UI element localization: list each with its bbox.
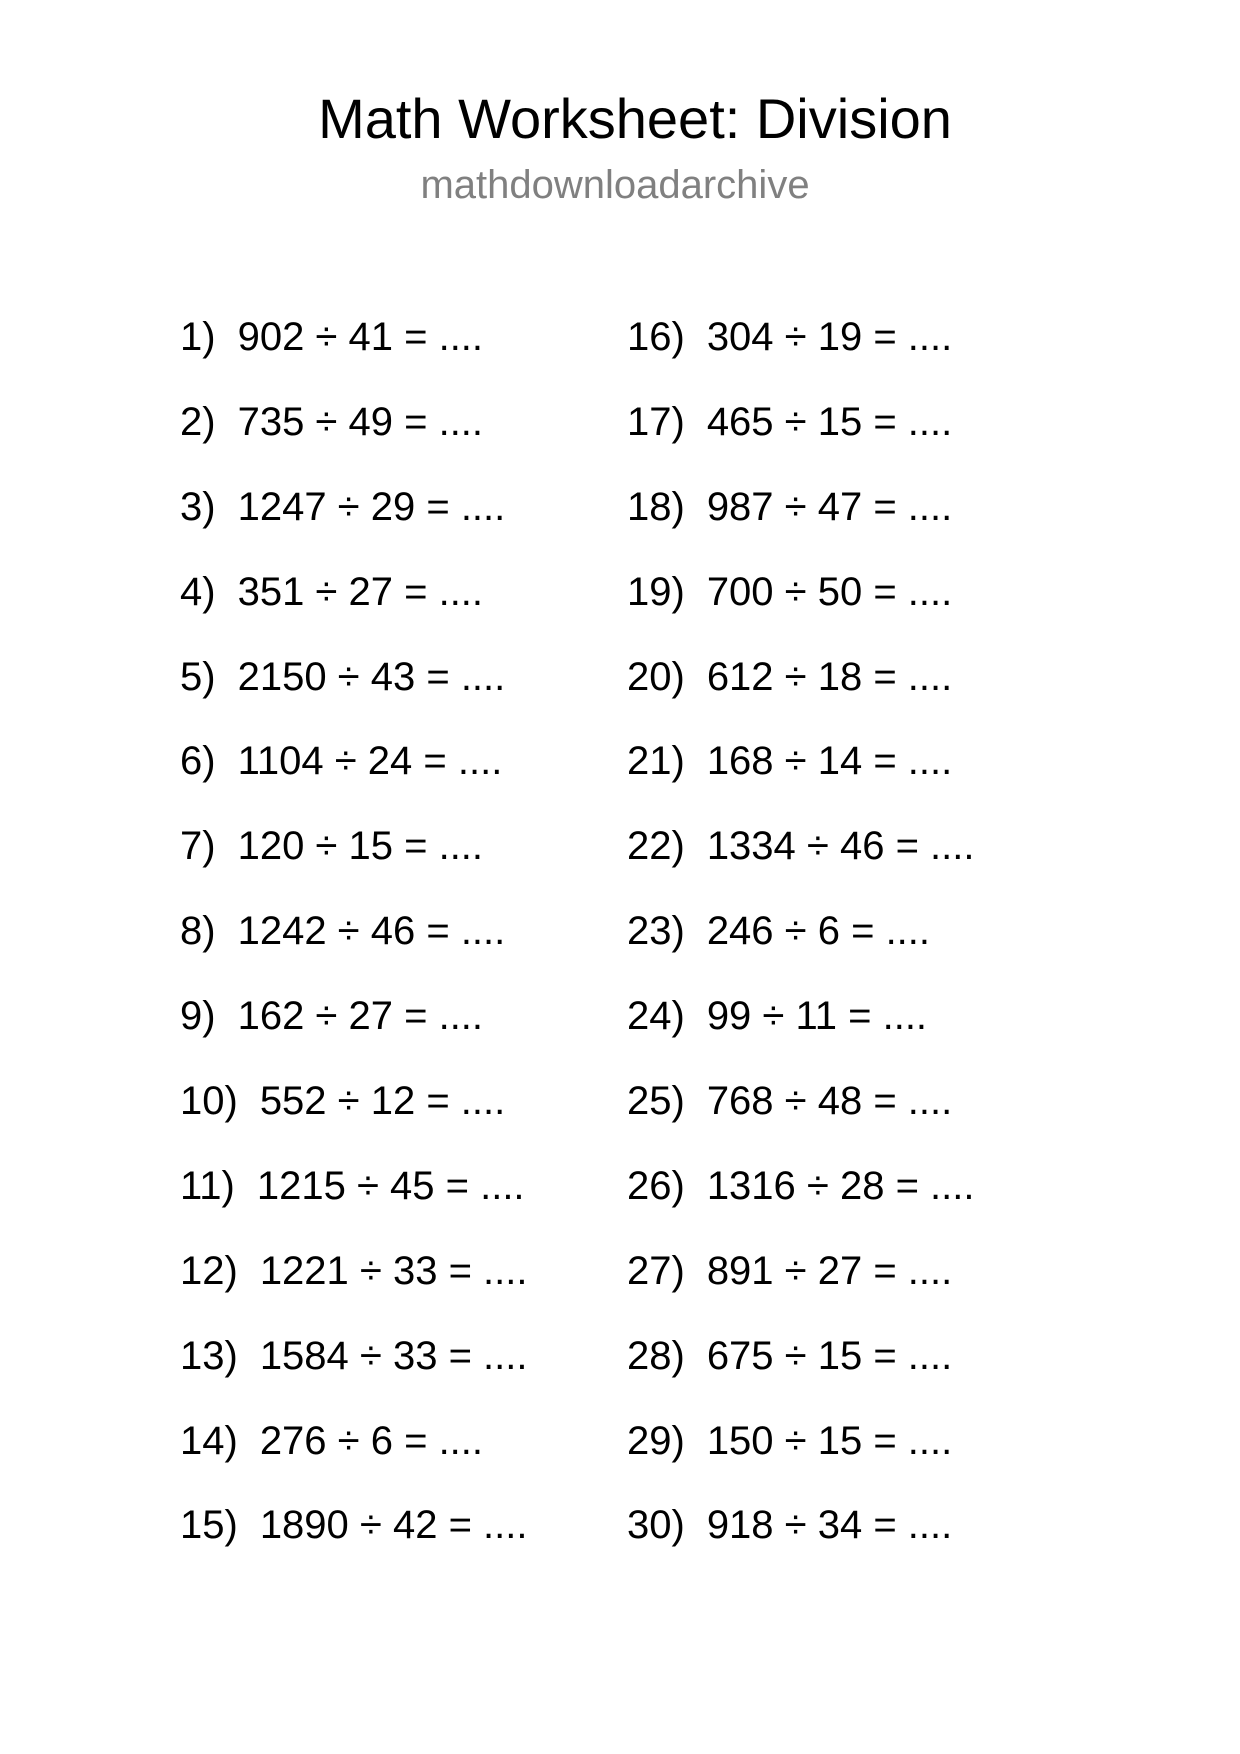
problem-item	[627, 1500, 975, 1585]
problem-item	[627, 1161, 975, 1246]
problem-item	[627, 991, 975, 1076]
problem-number: 19)	[627, 569, 685, 614]
page-title: Math Worksheet: Division	[318, 87, 952, 150]
problem-number: 20)	[627, 654, 685, 699]
problem-expression: 1242 ÷ 46 = ....	[237, 909, 506, 954]
problem-expression: 246 ÷ 6 = ....	[706, 909, 931, 954]
problem-number: 23)	[627, 909, 685, 954]
problem-expression: 162 ÷ 27 = ....	[237, 994, 484, 1039]
problem-item	[180, 1246, 528, 1331]
problem-expression: 552 ÷ 12 = ....	[259, 1079, 506, 1124]
problem-expression: 99 ÷ 11 = ....	[706, 994, 928, 1039]
problems-column-right	[627, 312, 975, 1585]
problem-item	[180, 736, 528, 821]
problem-number: 24)	[627, 994, 685, 1039]
problem-number: 2)	[180, 399, 216, 444]
problem-expression: 1890 ÷ 42 = ....	[259, 1503, 528, 1548]
problem-item	[627, 1076, 975, 1161]
problem-expression: 1221 ÷ 33 = ....	[259, 1248, 528, 1293]
problem-item	[180, 1161, 528, 1246]
problem-item	[180, 397, 528, 482]
problems-column-left	[180, 312, 528, 1585]
problem-number: 5)	[180, 654, 216, 699]
problem-expression: 918 ÷ 34 = ....	[706, 1503, 953, 1548]
problem-expression: 1247 ÷ 29 = ....	[237, 484, 506, 529]
problem-item	[180, 312, 528, 397]
problem-number: 29)	[627, 1418, 685, 1463]
problem-expression: 735 ÷ 49 = ....	[237, 399, 484, 444]
problem-item	[180, 991, 528, 1076]
problem-number: 28)	[627, 1333, 685, 1378]
problem-expression: 2150 ÷ 43 = ....	[237, 654, 506, 699]
problem-number: 17)	[627, 399, 685, 444]
problem-number: 25)	[627, 1079, 685, 1124]
problem-item	[627, 906, 975, 991]
problem-item	[627, 1331, 975, 1416]
problem-expression: 168 ÷ 14 = ....	[706, 739, 953, 784]
problem-number: 14)	[180, 1418, 238, 1463]
problem-item	[627, 652, 975, 737]
problem-item	[180, 1331, 528, 1416]
problem-expression: 768 ÷ 48 = ....	[706, 1079, 953, 1124]
problem-expression: 1215 ÷ 45 = ....	[256, 1163, 525, 1208]
problem-item	[627, 397, 975, 482]
problem-number: 26)	[627, 1163, 685, 1208]
problem-expression: 891 ÷ 27 = ....	[706, 1248, 953, 1293]
problem-expression: 1104 ÷ 24 = ....	[237, 739, 503, 784]
problem-number: 27)	[627, 1248, 685, 1293]
problem-number: 12)	[180, 1248, 238, 1293]
problem-item	[180, 821, 528, 906]
problem-number: 10)	[180, 1079, 238, 1124]
problem-expression: 120 ÷ 15 = ....	[237, 824, 484, 869]
problem-number: 18)	[627, 484, 685, 529]
problem-number: 9)	[180, 994, 216, 1039]
problem-number: 4)	[180, 569, 216, 614]
problem-item	[180, 1500, 528, 1585]
problem-number: 16)	[627, 315, 685, 359]
problem-number: 30)	[627, 1503, 685, 1548]
problem-expression: 465 ÷ 15 = ....	[706, 399, 953, 444]
problem-number: 6)	[180, 739, 216, 784]
problem-expression: 700 ÷ 50 = ....	[706, 569, 953, 614]
problem-item	[180, 1076, 528, 1161]
problem-item	[627, 736, 975, 821]
problem-number: 21)	[627, 739, 685, 784]
problem-item	[627, 567, 975, 652]
problem-item	[180, 906, 528, 991]
problem-expression: 675 ÷ 15 = ....	[706, 1333, 953, 1378]
problem-number: 8)	[180, 909, 216, 954]
problem-item	[627, 1246, 975, 1331]
problem-number: 11)	[180, 1163, 235, 1208]
problem-number: 7)	[180, 824, 216, 869]
problem-item	[180, 482, 528, 567]
problem-number: 22)	[627, 824, 685, 869]
page-subtitle: mathdownloadarchive	[420, 163, 810, 207]
problem-number: 3)	[180, 484, 216, 529]
problem-expression: 1334 ÷ 46 = ....	[706, 824, 975, 869]
problem-item	[180, 652, 528, 737]
problem-expression: 987 ÷ 47 = ....	[706, 484, 953, 529]
problem-expression: 1316 ÷ 28 = ....	[706, 1163, 975, 1208]
problem-number: 1)	[180, 315, 216, 359]
problem-expression: 351 ÷ 27 = ....	[237, 569, 484, 614]
problem-item	[180, 567, 528, 652]
problem-item	[627, 312, 975, 397]
problem-expression: 612 ÷ 18 = ....	[706, 654, 953, 699]
problem-expression: 1584 ÷ 33 = ....	[259, 1333, 528, 1378]
problem-item	[627, 482, 975, 567]
problem-item	[180, 1416, 528, 1501]
problem-number: 15)	[180, 1503, 238, 1548]
problem-expression: 304 ÷ 19 = ....	[706, 315, 953, 359]
problem-number: 13)	[180, 1333, 238, 1378]
problem-item	[627, 821, 975, 906]
problem-expression: 150 ÷ 15 = ....	[706, 1418, 953, 1463]
problem-item	[627, 1416, 975, 1501]
problem-expression: 276 ÷ 6 = ....	[259, 1418, 484, 1463]
problem-expression: 902 ÷ 41 = ....	[237, 315, 484, 359]
